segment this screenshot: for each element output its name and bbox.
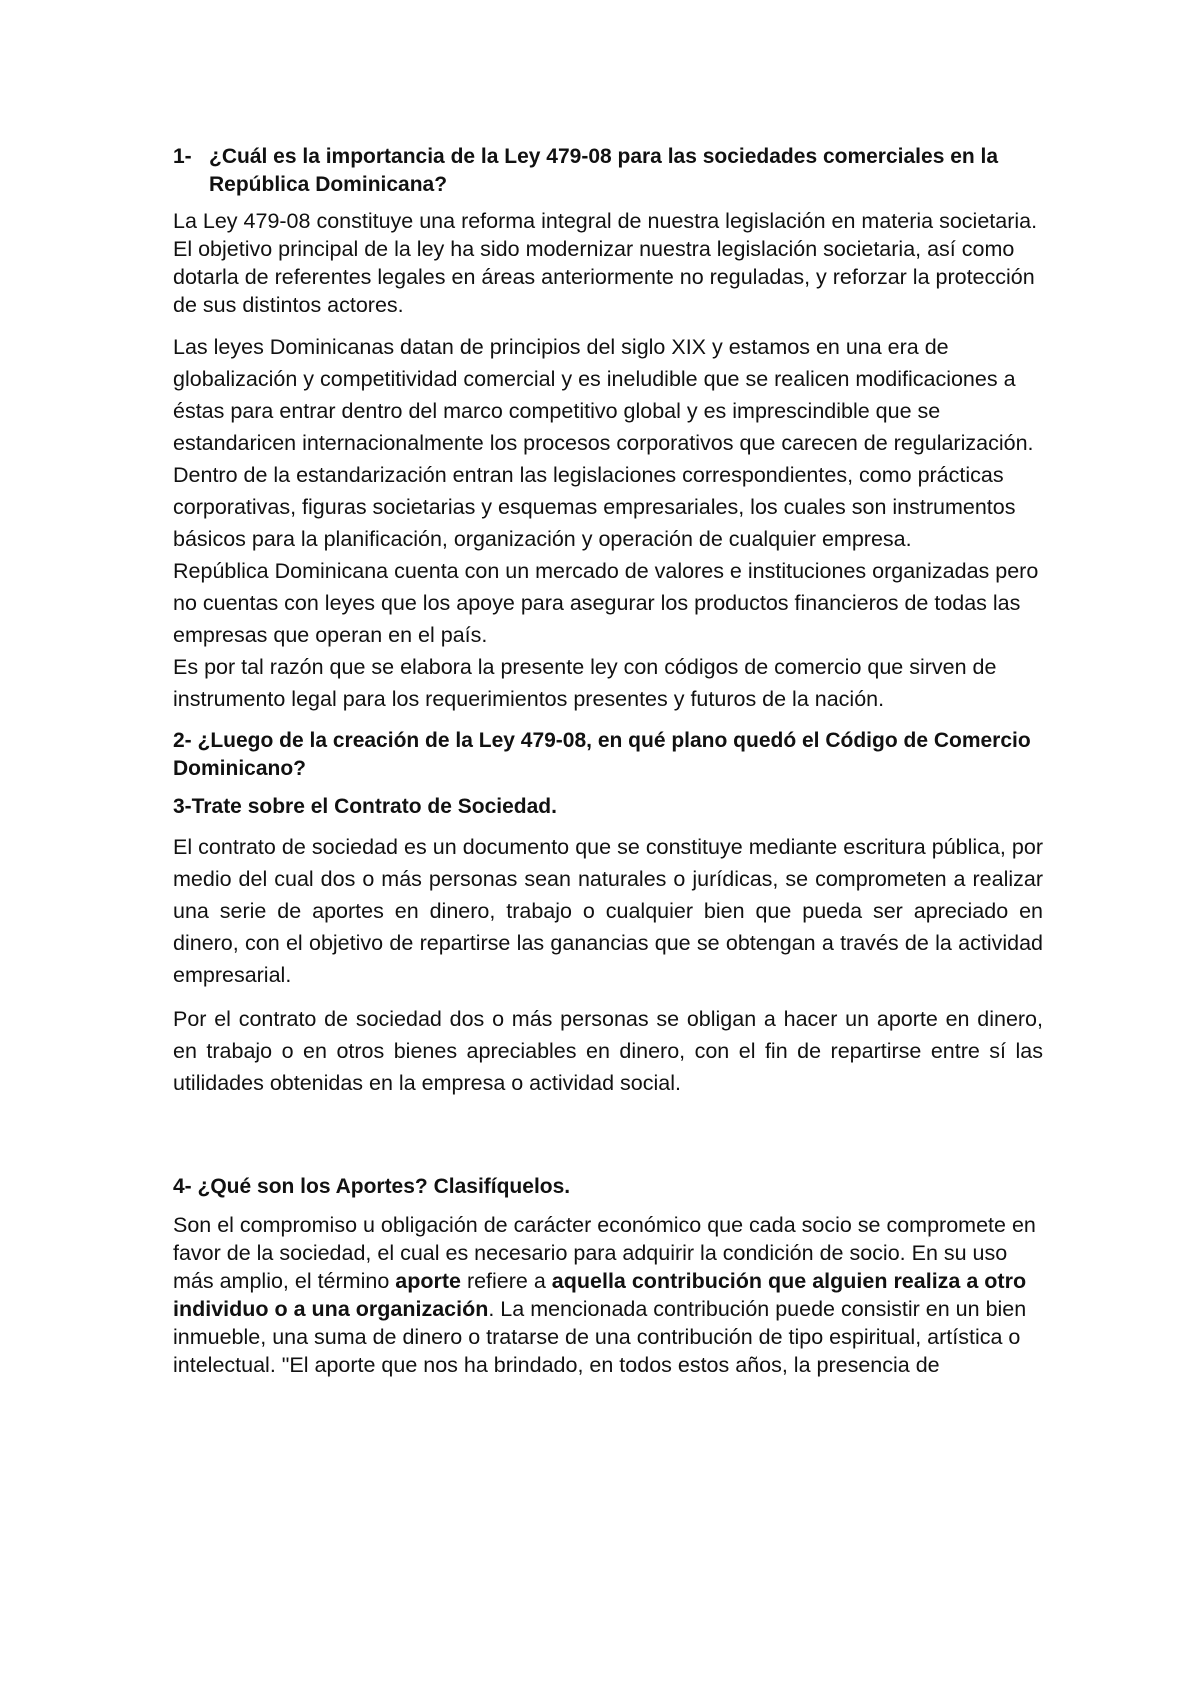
answer-1-paragraph-2: Las leyes Dominicanas datan de principios del siglo XIX y estamos en una era de globalización y competitividad comercial y es ineludible que se realicen modificaciones a éstas para entrar dentro del marco competitivo global y es imprescindible que se estandaricen internacionalmente los procesos corporativos que carecen de regularización. <box>173 335 1034 455</box>
answer-1-paragraph-1: La Ley 479-08 constituye una reforma integral de nuestra legislación en materia societaria. El objetivo principal de la ley ha sido modernizar nuestra legislación societaria, así como dotarla de referentes legales en áreas anteriormente no reguladas, y reforzar la protección de sus distintos actores. <box>173 209 1038 317</box>
question-2: 2- ¿Luego de la creación de la Ley 479-08, en qué plano quedó el Código de Comercio Dominicano? <box>173 729 1031 780</box>
answer-3-paragraph-2: Por el contrato de sociedad dos o más personas se obligan a hacer un aporte en dinero, en trabajo o en otros bienes apreciables en dinero, con el fin de repartirse entre sí las utilidades obtenidas en la empresa o actividad social. <box>173 1007 1043 1095</box>
document-page <box>173 143 1043 1391</box>
answer-1-paragraph-5: Es por tal razón que se elabora la presente ley con códigos de comercio que sirven de instrumento legal para los requerimientos presentes y futuros de la nación. <box>173 655 997 711</box>
answer-4-text-2: refiere a <box>460 1269 552 1293</box>
question-3: 3-Trate sobre el Contrato de Sociedad. <box>173 795 557 818</box>
question-1 <box>173 143 1043 199</box>
question-4: 4- ¿Qué son los Aportes? Clasifíquelos. <box>173 1175 571 1198</box>
question-1-text: ¿Cuál es la importancia de la Ley 479-08 para las sociedades comerciales en la República Dominicana? <box>209 145 999 196</box>
question-1-number: 1- <box>173 145 192 168</box>
answer-4-text-1: Son el compromiso u obligación de carácter económico que cada socio se compromete en favor de la sociedad, el cual es necesario para adquirir la condición de socio. En su uso más amplio, el término <box>173 1213 1036 1293</box>
answer-4-paragraph <box>173 1211 1043 1379</box>
answer-4-bold-term: aporte <box>395 1269 461 1293</box>
answer-4-text-3: . La mencionada contribución puede consistir en un bien inmueble, una suma de dinero o tratarse de una contribución de tipo espiritual, artística o intelectual. "El aporte que nos ha brindado, en todos estos años, la presencia de <box>173 1297 1027 1377</box>
answer-4-bold-definition: aquella contribución que alguien realiza a otro individuo o a una organización <box>173 1269 1027 1321</box>
answer-1-paragraph-3: Dentro de la estandarización entran las legislaciones correspondientes, como prácticas corporativas, figuras societarias y esquemas empresariales, los cuales son instrumentos básicos para la planificación, organización y operación de cualquier empresa. <box>173 463 1016 551</box>
answer-3-paragraph-1: El contrato de sociedad es un documento que se constituye mediante escritura pública, por medio del cual dos o más personas sean naturales o jurídicas, se comprometen a realizar una serie de aportes en dinero, trabajo o cualquier bien que pueda ser apreciado en dinero, con el objetivo de repartirse las ganancias que se obtengan a través de la actividad empresarial. <box>173 835 1043 987</box>
answer-1-paragraph-4: República Dominicana cuenta con un mercado de valores e instituciones organizadas pero no cuentas con leyes que los apoye para asegurar los productos financieros de todas las empresas que operan en el país. <box>173 559 1039 647</box>
